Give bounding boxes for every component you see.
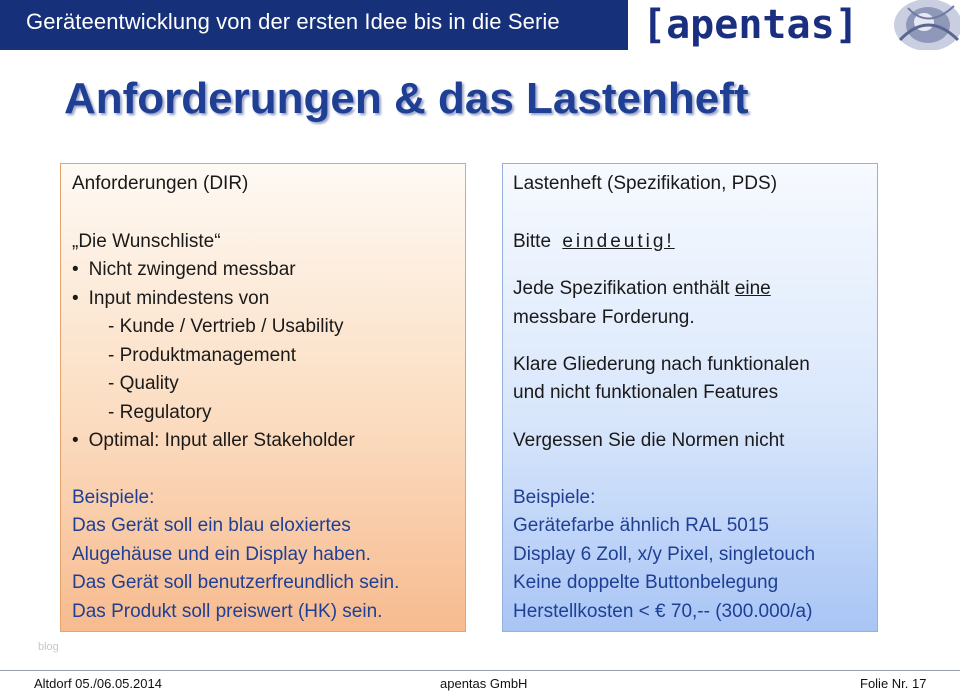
logo-wordmark: [apentas] (642, 2, 859, 48)
example-line: Herstellkosten < € 70,-- (300.000/a) (513, 601, 813, 622)
list-item: • Nicht zwingend messbar (72, 259, 296, 281)
list-item: • Optimal: Input aller Stakeholder (72, 430, 355, 452)
specification-box (502, 163, 878, 632)
requirements-heading: Anforderungen (DIR) (72, 173, 249, 194)
list-item: - Regulatory (108, 402, 212, 423)
spec-text: Jede Spezifikation enthält (513, 278, 730, 299)
wishlist-subheading: „Die Wunschliste“ (72, 231, 221, 252)
example-line: Alugehäuse und ein Display haben. (72, 544, 371, 565)
example-line: Display 6 Zoll, x/y Pixel, singletouch (513, 544, 816, 565)
structure-line: und nicht funktionalen Features (513, 382, 779, 403)
page-title: Anforderungen & das Lastenheft (64, 74, 749, 123)
list-item: - Produktmanagement (108, 345, 296, 366)
eine-text: eine (734, 278, 771, 299)
clarity-line (513, 231, 675, 253)
bitte-text: Bitte (513, 231, 552, 252)
footer-date: Altdorf 05./06.05.2014 (34, 676, 162, 691)
footer-company: apentas GmbH (440, 676, 528, 691)
example-line: Das Produkt soll preiswert (HK) sein. (72, 601, 383, 622)
watermark: blog (38, 641, 59, 653)
apentas-logo (628, 0, 960, 50)
header-title: Geräteentwicklung von der ersten Idee bis in die Serie (26, 9, 560, 34)
example-line: Gerätefarbe ähnlich RAL 5015 (513, 515, 769, 536)
list-item: - Quality (108, 373, 179, 394)
list-item: • Input mindestens von (72, 288, 269, 310)
list-item: - Kunde / Vertrieb / Usability (108, 316, 344, 337)
structure-line: Klare Gliederung nach funktionalen (513, 354, 810, 375)
footer-divider (0, 670, 960, 671)
header-bar (0, 0, 960, 50)
examples-label: Beispiele: (513, 487, 596, 508)
examples-label: Beispiele: (72, 487, 155, 508)
spec-line (513, 278, 771, 300)
example-line: Das Gerät soll ein blau eloxiertes (72, 515, 351, 536)
example-line: Keine doppelte Buttonbelegung (513, 572, 779, 593)
specification-heading: Lastenheft (Spezifikation, PDS) (513, 173, 778, 194)
norms-line: Vergessen Sie die Normen nicht (513, 430, 785, 451)
example-line: Das Gerät soll benutzerfreundlich sein. (72, 572, 400, 593)
eindeutig-text: eindeutig! (562, 231, 675, 252)
spec-line: messbare Forderung. (513, 307, 695, 328)
footer-slide-number: Folie Nr. 17 (860, 676, 927, 691)
requirements-box (60, 163, 466, 632)
